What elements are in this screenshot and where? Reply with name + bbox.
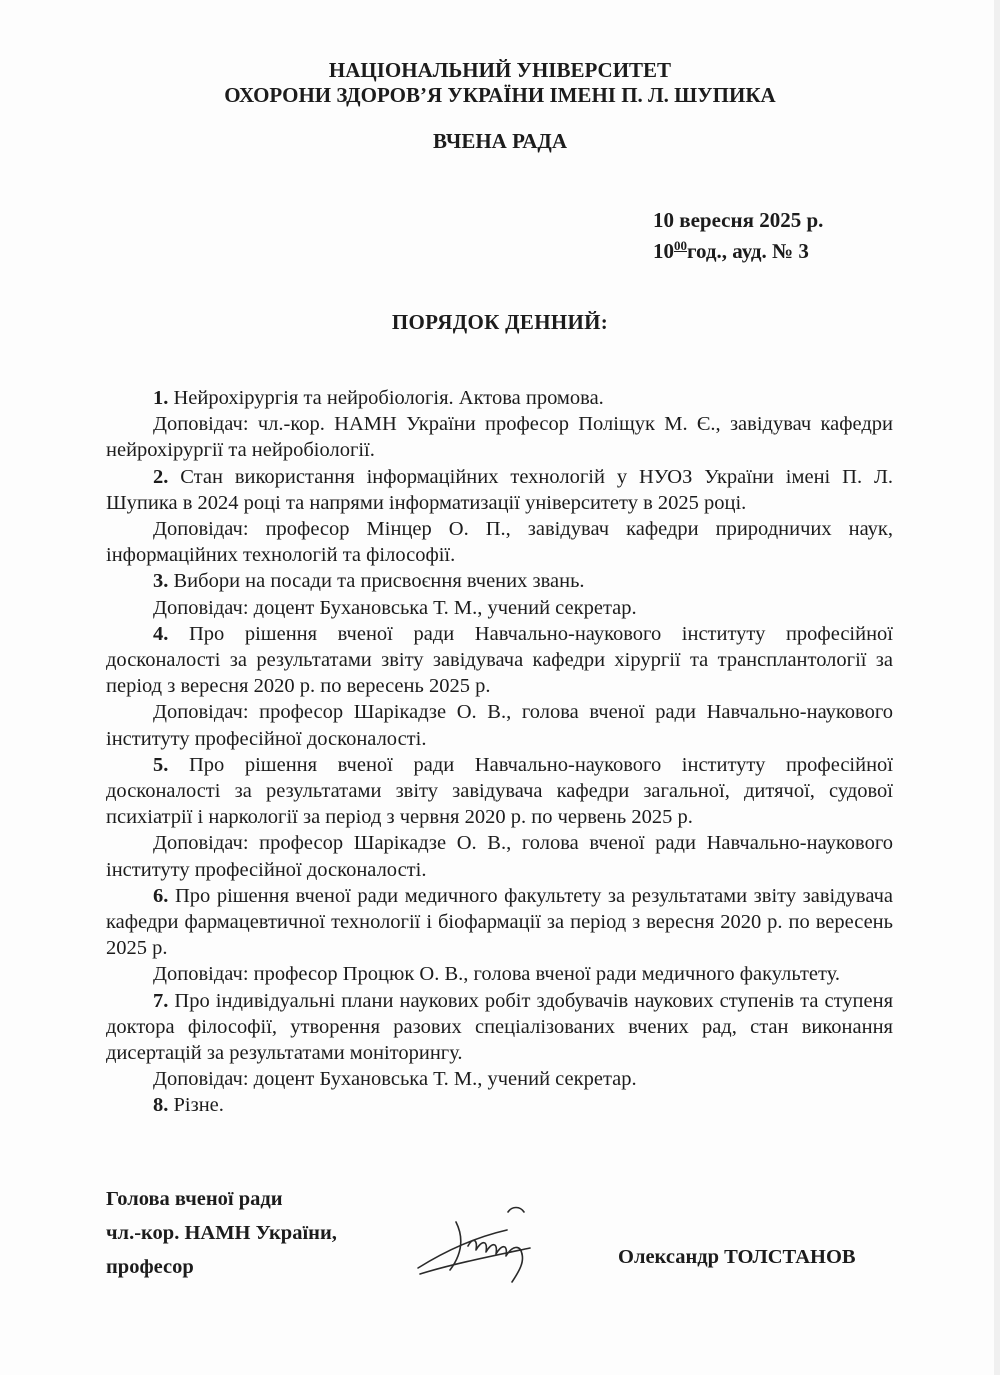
- agenda-item-text: Нейрохірургія та нейробіологія. Актова промова.: [173, 387, 604, 409]
- page-edge-shadow: [994, 0, 1000, 1375]
- council-title: ВЧЕНА РАДА: [432, 129, 568, 153]
- agenda-item-text: Вибори на посади та присвоєння вчених звань.: [173, 570, 585, 593]
- meeting-date: 10 вересня 2025 р.: [653, 208, 824, 232]
- meeting-hour: 10: [653, 239, 674, 263]
- agenda-item-number: 3.: [153, 570, 169, 593]
- signatory-academic-rank: чл.-кор. НАМН України,: [106, 1222, 337, 1244]
- meeting-date-block: [653, 207, 823, 264]
- agenda-item: [106, 1092, 893, 1118]
- agenda-item: [106, 464, 893, 516]
- agenda-item: [106, 752, 893, 831]
- agenda-item-speaker: Доповідач: професор Шарікадзе О. В., голова вченої ради Навчально-наукового інституту професійної досконалості.: [106, 701, 893, 750]
- agenda-item-text: Стан використання інформаційних технологій у НУОЗ України імені П. Л. Шупика в 2024 році та напрями інформатизації університету в 2025 році.: [106, 465, 893, 514]
- agenda-item-text: Про індивідуальні плани наукових робіт здобувачів наукових ступенів та ступеня доктора філософії, утворення разових спеціалізованих вчених рад, стан виконання дисертацій за результатами моніторингу.: [106, 989, 893, 1065]
- agenda-item-text: Про рішення вченої ради Навчально-наукового інституту професійної досконалості за результатами звіту завідувача кафедри хірургії та трансплантології за період з вересня 2020 р. по вересень 2025 р.: [106, 622, 894, 698]
- institution-header: [0, 58, 1000, 108]
- agenda-title: ПОРЯДОК ДЕННИЙ:: [391, 310, 609, 334]
- agenda-item: [106, 568, 893, 594]
- agenda-item-speaker: Доповідач: доцент Бухановська Т. М., учений секретар.: [153, 596, 637, 619]
- agenda-list: [106, 385, 893, 1119]
- agenda-item: [106, 883, 893, 962]
- agenda-item-text: Про рішення вченої ради Навчально-наукового інституту професійної досконалості за результатами звіту завідувача кафедри загальної, дитячої, судової психіатрії і наркології за період з червня 2020 р. по червень 2025 р.: [106, 753, 894, 829]
- institution-name-line-1: НАЦІОНАЛЬНИЙ УНІВЕРСИТЕТ: [328, 58, 672, 82]
- agenda-item-number: 6.: [153, 884, 169, 907]
- agenda-item: [106, 988, 893, 1067]
- signatory-title: [106, 1182, 337, 1284]
- agenda-item-speaker: Доповідач: доцент Бухановська Т. М., учений секретар.: [153, 1068, 637, 1091]
- meeting-minutes: 00: [674, 238, 687, 253]
- agenda-item-text: Різне.: [173, 1094, 224, 1117]
- agenda-item-speaker: Доповідач: професор Процюк О. В., голова вченої ради медичного факультету.: [153, 963, 841, 986]
- agenda-item-number: 1.: [153, 387, 169, 409]
- signatory-degree: професор: [106, 1256, 194, 1278]
- institution-name-line-2: ОХОРОНИ ЗДОРОВ’Я УКРАЇНИ ІМЕНІ П. Л. ШУПИКА: [224, 83, 776, 107]
- agenda-item-number: 5.: [153, 753, 169, 776]
- agenda-item-speaker: Доповідач: чл.-кор. НАМН України професор Поліщук М. Є., завідувач кафедри нейрохірургії та нейробіології.: [106, 413, 893, 462]
- agenda-item-number: 4.: [153, 622, 169, 645]
- agenda-item-number: 8.: [153, 1094, 169, 1117]
- agenda-item-number: 2.: [153, 465, 169, 488]
- signer-name: Олександр ТОЛСТАНОВ: [618, 1246, 856, 1268]
- agenda-item: [106, 385, 893, 411]
- agenda-item: [106, 621, 893, 700]
- signatory-position: Голова вченої ради: [106, 1188, 283, 1210]
- agenda-item-text: Про рішення вченої ради медичного факультету за результатами звіту завідувача кафедри фармацевтичної технології і біофармації за період з вересня 2020 р. по вересень 2025 р.: [106, 884, 894, 960]
- agenda-item-speaker: Доповідач: професор Мінцер О. П., завідувач кафедри природничих наук, інформаційних технологій та філософії.: [106, 518, 893, 567]
- agenda-item-number: 7.: [153, 989, 169, 1012]
- meeting-time-place: [653, 233, 823, 264]
- handwritten-signature-icon: [412, 1198, 562, 1298]
- agenda-item-speaker: Доповідач: професор Шарікадзе О. В., голова вченої ради Навчально-наукового інституту професійної досконалості.: [106, 832, 893, 881]
- meeting-place: год., ауд. № 3: [687, 239, 809, 263]
